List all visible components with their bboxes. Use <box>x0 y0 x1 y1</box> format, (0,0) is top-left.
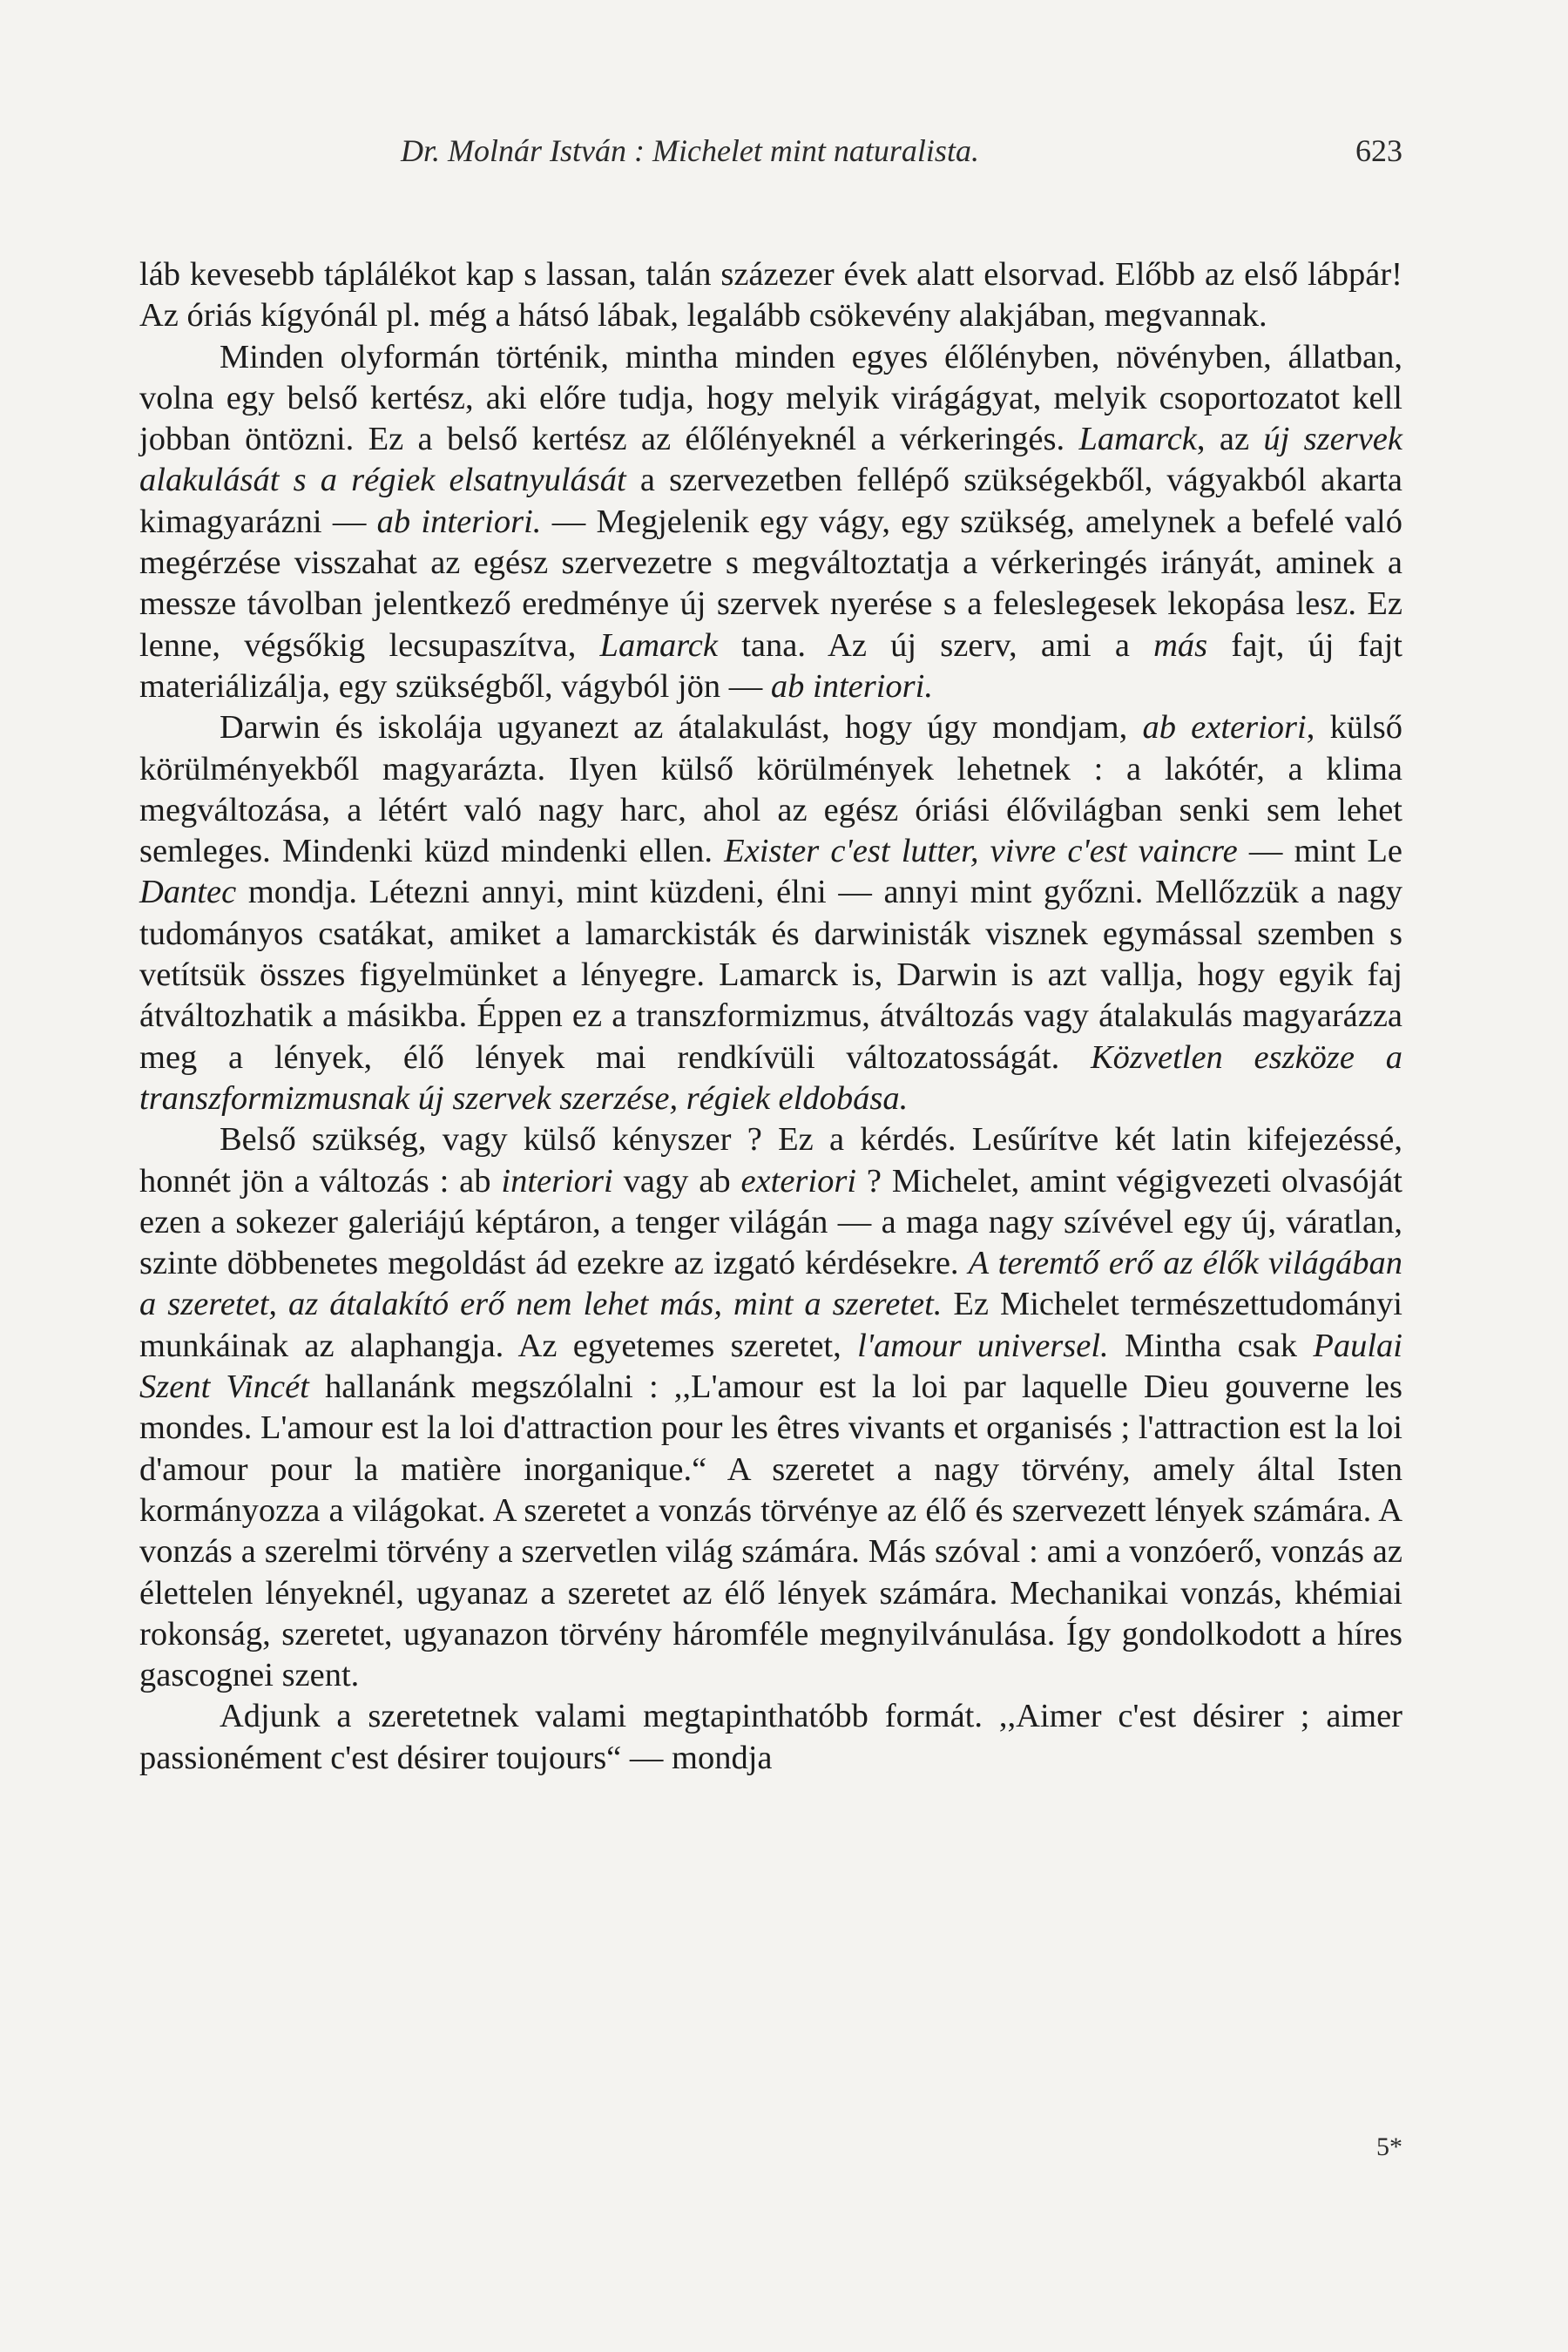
paragraph <box>139 337 1402 708</box>
paragraph <box>139 254 1402 337</box>
body-text <box>139 254 1402 1779</box>
text-run: Belső szükség, vagy külső kényszer ? Ez a kérdés. Lesűrítve két latin kifejezéssé, honnét jön a változás : ab <box>139 1121 1402 1200</box>
page-number: 623 <box>1355 133 1402 168</box>
italic-run: interiori <box>501 1162 613 1200</box>
text-run: Adjunk a szeretetnek valami megtapinthatóbb formát. ,,Aimer c'est désirer ; aimer passionément c'est désirer toujours“ — mondja <box>139 1698 1402 1776</box>
signature-mark: 5* <box>1376 2132 1402 2161</box>
text-run: Darwin és iskolája ugyanezt az átalakulást, hogy úgy mondjam, <box>220 709 1143 747</box>
text-run: tana. Az új szerv, ami a <box>717 626 1154 664</box>
italic-run: Közvetlen eszköze a transzformizmusnak új szervek szerzése, régiek eldobása. <box>139 1038 1402 1117</box>
paragraph <box>139 1696 1402 1779</box>
text-run: vagy ab <box>612 1162 741 1200</box>
text-run: fajt, új fajt materiálizálja, egy szükségből, vágyból jön — <box>139 626 1402 705</box>
text-run: hallanánk megszólalni : ,,L'amour est la loi par laquelle Dieu gouverne les mondes. L'amour est la loi d'attraction pour les êtres vivants et organisés ; l'attraction est la loi d'amour pour la matière inorganique.“ A szeretet a nagy törvény, amely által Isten kormányozza a világokat. A szeretet a vonzás törvénye az élő és szervezett lények számára. A vonzás a szerelmi törvény a szervetlen világ számára. Más szóval : ami a vonzóerő, vonzás az élettelen lényeknél, ugyanaz a szeretet az élő lények számára. Mechanikai vonzás, khémiai rokonság, szeretet, ugyanazon törvény háromféle megnyilvánulása. Így gondolkodott a híres gascognei szent. <box>139 1369 1402 1694</box>
text-run: — mint Le <box>1237 833 1402 870</box>
italic-run: ab interiori. <box>376 503 542 540</box>
italic-run: más <box>1153 626 1208 664</box>
text-run: a szervezetben fellépő szükségekből, vágyakból akarta kimagyarázni — <box>139 462 1403 540</box>
italic-run: ab interiori. <box>770 667 933 705</box>
italic-run: Exister c'est lutter, vivre c'est vaincre <box>724 833 1238 870</box>
italic-run: l'amour universel. <box>857 1327 1109 1364</box>
italic-run: exteriori <box>740 1162 857 1200</box>
text-run: ? Michelet, amint végigvezeti olvasóját ezen a sokezer galeriájú képtáron, a tenger világán — a maga nagy szívével egy új, váratlan, szinte döbbenetes megoldást ád ezekre az izgató kérdésekre. <box>139 1162 1402 1282</box>
text-run: mondja. Létezni annyi, mint küzdeni, élni — annyi mint győzni. Mellőzzük a nagy tudományos csatákat, amiket a lamarckisták és darwinisták visznek egymással szemben s vetítsük összes figyelmünket a lényegre. Lamarck is, Darwin is azt vallja, hogy egyik faj átváltozhatik a másikba. Éppen ez a transzformizmus, átváltozás vagy átalakulás magyarázza meg a lények, élő lények mai rendkívüli változatosságát. <box>139 874 1402 1076</box>
text-run: Mintha csak <box>1108 1327 1314 1364</box>
text-run: Ez Michelet természettudományi munkáinak az alaphangja. Az egyetemes szeretet, <box>139 1286 1402 1364</box>
paragraph <box>139 1119 1402 1696</box>
italic-run: ab exteriori <box>1142 709 1307 747</box>
italic-run: Lamarck <box>599 626 718 664</box>
italic-run: A teremtő erő az élők világában a szeretet, az átalakító erő nem lehet más, mint a szeretet. <box>139 1245 1402 1323</box>
italic-run: új szervek alakulását s a régiek elsatnyulását <box>139 421 1402 499</box>
text-run: , külső körülményekből magyarázta. Ilyen külső körülmények lehetnek : a lakótér, a klima megváltozása, a létért való nagy harc, ahol az egész óriási élővilágban senki sem lehet semleges. Mindenki küzd mindenki ellen. <box>139 709 1403 870</box>
italic-run: Dantec <box>139 874 237 911</box>
text-run: — Megjelenik egy vágy, egy szükség, amelynek a befelé való megérzése visszahat az egész szervezetre s megváltoztatja a vérkeringés irányát, aminek a messze távolban jelentkező eredménye új szervek nyerése s a feleslegesek lekopása lesz. Ez lenne, végsőkig lecsupaszítva, <box>139 503 1403 664</box>
paragraph <box>139 707 1402 1119</box>
running-title: Dr. Molnár István : Michelet mint naturalista. <box>401 133 979 168</box>
italic-run: Paulai Szent Vincét <box>139 1327 1402 1406</box>
text-run: láb kevesebb táplálékot kap s lassan, talán százezer évek alatt elsorvad. Előbb az első lábpár! Az óriás kígyónál pl. még a hátsó lábak, legalább csökevény alakjában, megvannak. <box>139 256 1402 335</box>
text-run: Minden olyformán történik, mintha minden egyes élőlényben, növényben, állatban, volna egy belső kertész, aki előre tudja, hogy melyik virágágyat, melyik csoportozatot kell jobban öntözni. Ez a belső kertész az élőlényeknél a vérkeringés. <box>139 338 1402 458</box>
italic-run: Lamarck <box>1078 421 1197 458</box>
text-run: , az <box>1196 421 1264 458</box>
